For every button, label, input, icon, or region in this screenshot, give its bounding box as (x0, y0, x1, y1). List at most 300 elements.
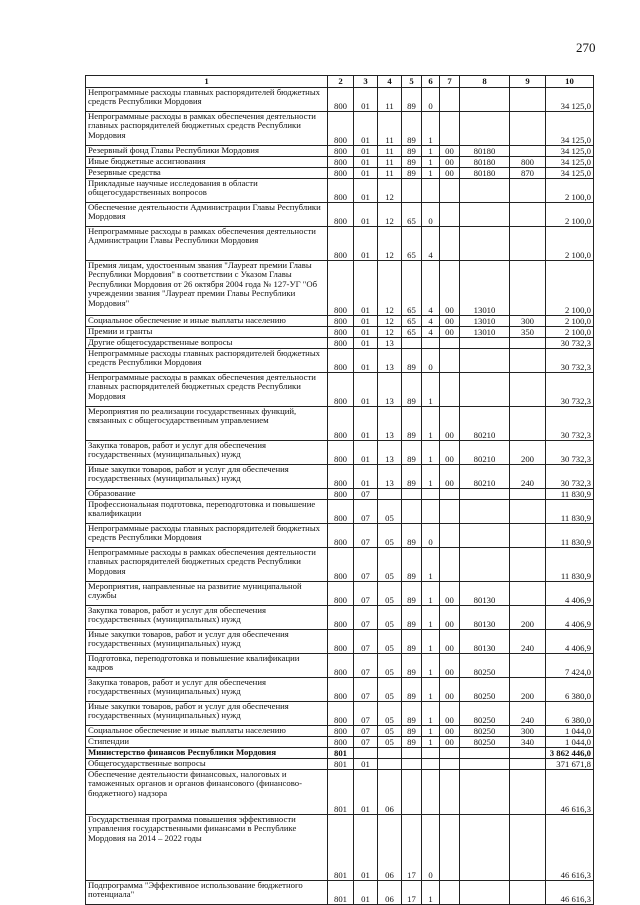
amount-cell: 11 830,9 (546, 524, 594, 548)
code-cell: 800 (328, 630, 354, 654)
code-cell: 01 (354, 261, 378, 316)
row-name-cell: Прикладные научные исследования в области общегосударственных вопросов (86, 179, 328, 203)
code-cell (422, 338, 440, 349)
table-row (86, 548, 594, 582)
code-cell (440, 500, 460, 524)
code-cell (460, 373, 510, 407)
code-cell: 01 (354, 407, 378, 441)
amount-cell: 34 125,0 (546, 146, 594, 157)
row-name-cell: Мероприятия, направленные на развитие муниципальной службы (86, 582, 328, 606)
code-cell: 12 (378, 227, 402, 261)
code-cell: 00 (440, 261, 460, 316)
code-cell (440, 770, 460, 815)
code-cell (440, 524, 460, 548)
code-cell: 1 (422, 726, 440, 737)
code-cell (510, 748, 546, 759)
code-cell: 1 (422, 407, 440, 441)
table-row (86, 179, 594, 203)
code-cell: 1 (422, 146, 440, 157)
code-cell: 350 (510, 327, 546, 338)
code-cell: 800 (328, 654, 354, 678)
amount-cell: 2 100,0 (546, 327, 594, 338)
code-cell: 13010 (460, 327, 510, 338)
code-cell: 800 (328, 407, 354, 441)
code-cell: 800 (328, 465, 354, 489)
code-cell: 00 (440, 465, 460, 489)
table-row (86, 606, 594, 630)
code-cell: 07 (354, 678, 378, 702)
code-cell: 800 (328, 112, 354, 146)
code-cell: 870 (510, 168, 546, 179)
table-row (86, 815, 594, 881)
code-cell: 800 (328, 261, 354, 316)
table-row (86, 678, 594, 702)
code-cell: 801 (328, 881, 354, 905)
code-cell: 1 (422, 630, 440, 654)
code-cell: 01 (354, 327, 378, 338)
row-name-cell: Резервный фонд Главы Республики Мордовия (86, 146, 328, 157)
code-cell: 0 (422, 203, 440, 227)
code-cell: 00 (440, 606, 460, 630)
table-row (86, 112, 594, 146)
code-cell: 13 (378, 373, 402, 407)
code-cell: 65 (402, 327, 422, 338)
code-cell (510, 349, 546, 373)
code-cell: 00 (440, 737, 460, 748)
amount-cell: 46 616,3 (546, 770, 594, 815)
code-cell (354, 748, 378, 759)
code-cell (402, 770, 422, 815)
header-cell: 2 (328, 76, 354, 88)
code-cell (440, 548, 460, 582)
code-cell: 00 (440, 407, 460, 441)
code-cell: 4 (422, 327, 440, 338)
code-cell: 00 (440, 327, 460, 338)
amount-cell: 11 830,9 (546, 500, 594, 524)
code-cell: 13 (378, 465, 402, 489)
code-cell (460, 489, 510, 500)
code-cell: 800 (328, 227, 354, 261)
code-cell: 80180 (460, 168, 510, 179)
code-cell: 89 (402, 407, 422, 441)
row-name-cell: Иные закупки товаров, работ и услуг для обеспечения государственных (муниципальных) нужд (86, 702, 328, 726)
code-cell: 89 (402, 168, 422, 179)
code-cell: 80210 (460, 441, 510, 465)
code-cell (460, 524, 510, 548)
amount-cell: 34 125,0 (546, 157, 594, 168)
code-cell: 801 (328, 748, 354, 759)
code-cell: 01 (354, 881, 378, 905)
code-cell: 07 (354, 726, 378, 737)
code-cell: 01 (354, 465, 378, 489)
code-cell (510, 500, 546, 524)
code-cell (402, 338, 422, 349)
code-cell: 800 (328, 441, 354, 465)
code-cell: 05 (378, 500, 402, 524)
code-cell: 240 (510, 630, 546, 654)
code-cell (460, 179, 510, 203)
code-cell: 340 (510, 737, 546, 748)
code-cell: 801 (328, 770, 354, 815)
code-cell: 05 (378, 737, 402, 748)
code-cell: 05 (378, 654, 402, 678)
code-cell: 800 (328, 726, 354, 737)
table-row (86, 630, 594, 654)
code-cell: 11 (378, 168, 402, 179)
code-cell: 0 (422, 88, 440, 112)
code-cell: 07 (354, 630, 378, 654)
amount-cell: 30 732,3 (546, 465, 594, 489)
code-cell (440, 112, 460, 146)
code-cell: 800 (328, 737, 354, 748)
code-cell: 1 (422, 373, 440, 407)
table-row (86, 489, 594, 500)
code-cell (510, 88, 546, 112)
code-cell: 1 (422, 112, 440, 146)
row-name-cell: Общегосударственные вопросы (86, 759, 328, 770)
code-cell (510, 203, 546, 227)
code-cell: 89 (402, 112, 422, 146)
amount-cell: 30 732,3 (546, 441, 594, 465)
code-cell: 13 (378, 407, 402, 441)
code-cell (460, 338, 510, 349)
code-cell (510, 881, 546, 905)
code-cell (440, 373, 460, 407)
code-cell: 89 (402, 349, 422, 373)
amount-cell: 2 100,0 (546, 227, 594, 261)
row-name-cell: Непрограммные расходы в рамках обеспечения деятельности главных распорядителей бюджетных средств Республики Мордовия (86, 112, 328, 146)
code-cell: 800 (328, 582, 354, 606)
code-cell: 17 (402, 881, 422, 905)
table-row (86, 338, 594, 349)
code-cell: 89 (402, 702, 422, 726)
amount-cell: 7 424,0 (546, 654, 594, 678)
code-cell (510, 654, 546, 678)
code-cell (422, 759, 440, 770)
code-cell: 1 (422, 582, 440, 606)
amount-cell: 4 406,9 (546, 630, 594, 654)
table-row (86, 524, 594, 548)
code-cell: 300 (510, 726, 546, 737)
code-cell: 05 (378, 548, 402, 582)
code-cell (510, 815, 546, 881)
code-cell: 80250 (460, 654, 510, 678)
code-cell (402, 748, 422, 759)
row-name-cell: Социальное обеспечение и иные выплаты населению (86, 726, 328, 737)
row-name-cell: Непрограммные расходы главных распорядителей бюджетных средств Республики Мордовия (86, 524, 328, 548)
amount-cell: 30 732,3 (546, 373, 594, 407)
code-cell (422, 770, 440, 815)
code-cell (460, 203, 510, 227)
table-row (86, 327, 594, 338)
row-name-cell: Непрограммные расходы главных распорядителей бюджетных средств Республики Мордовия (86, 88, 328, 112)
row-name-cell: Непрограммные расходы в рамках обеспечения деятельности Администрации Главы Республики Мордовия (86, 227, 328, 261)
code-cell: 1 (422, 737, 440, 748)
code-cell: 1 (422, 654, 440, 678)
row-name-cell: Иные бюджетные ассигнования (86, 157, 328, 168)
header-cell: 5 (402, 76, 422, 88)
page-number: 270 (576, 40, 596, 55)
code-cell: 05 (378, 630, 402, 654)
table-row (86, 465, 594, 489)
code-cell (510, 582, 546, 606)
code-cell (440, 203, 460, 227)
code-cell: 05 (378, 524, 402, 548)
code-cell: 07 (354, 548, 378, 582)
table-row (86, 157, 594, 168)
code-cell (440, 815, 460, 881)
code-cell: 89 (402, 373, 422, 407)
code-cell: 89 (402, 606, 422, 630)
code-cell: 07 (354, 737, 378, 748)
code-cell: 80130 (460, 606, 510, 630)
amount-cell: 3 862 446,0 (546, 748, 594, 759)
code-cell: 01 (354, 203, 378, 227)
code-cell: 01 (354, 112, 378, 146)
code-cell: 06 (378, 881, 402, 905)
code-cell (440, 748, 460, 759)
code-cell: 01 (354, 815, 378, 881)
code-cell (460, 227, 510, 261)
code-cell: 12 (378, 179, 402, 203)
code-cell: 00 (440, 316, 460, 327)
code-cell: 12 (378, 261, 402, 316)
code-cell: 65 (402, 203, 422, 227)
code-cell (510, 759, 546, 770)
row-name-cell: Закупка товаров, работ и услуг для обеспечения государственных (муниципальных) нужд (86, 441, 328, 465)
code-cell: 800 (328, 349, 354, 373)
header-cell: 8 (460, 76, 510, 88)
code-cell: 13 (378, 338, 402, 349)
code-cell (440, 881, 460, 905)
code-cell (422, 179, 440, 203)
code-cell: 00 (440, 678, 460, 702)
code-cell: 01 (354, 157, 378, 168)
code-cell (440, 227, 460, 261)
header-cell: 9 (510, 76, 546, 88)
code-cell: 80210 (460, 407, 510, 441)
code-cell: 80130 (460, 582, 510, 606)
code-cell: 89 (402, 582, 422, 606)
code-cell: 800 (328, 702, 354, 726)
table-row (86, 881, 594, 905)
table-row (86, 759, 594, 770)
code-cell (440, 338, 460, 349)
code-cell: 00 (440, 726, 460, 737)
code-cell: 1 (422, 157, 440, 168)
code-cell: 800 (328, 338, 354, 349)
code-cell: 800 (328, 146, 354, 157)
code-cell: 89 (402, 88, 422, 112)
code-cell: 800 (328, 203, 354, 227)
row-name-cell: Иные закупки товаров, работ и услуг для обеспечения государственных (муниципальных) нужд (86, 465, 328, 489)
code-cell: 89 (402, 654, 422, 678)
code-cell: 12 (378, 316, 402, 327)
code-cell: 07 (354, 702, 378, 726)
header-cell: 1 (86, 76, 328, 88)
header-cell: 4 (378, 76, 402, 88)
code-cell (440, 349, 460, 373)
code-cell: 07 (354, 489, 378, 500)
code-cell (460, 815, 510, 881)
table-row (86, 227, 594, 261)
code-cell: 0 (422, 524, 440, 548)
code-cell: 07 (354, 500, 378, 524)
code-cell: 12 (378, 203, 402, 227)
code-cell: 05 (378, 678, 402, 702)
amount-cell: 1 044,0 (546, 726, 594, 737)
code-cell: 13010 (460, 316, 510, 327)
code-cell (402, 500, 422, 524)
header-cell: 3 (354, 76, 378, 88)
code-cell: 00 (440, 168, 460, 179)
amount-cell: 2 100,0 (546, 316, 594, 327)
code-cell: 800 (328, 373, 354, 407)
code-cell: 300 (510, 316, 546, 327)
amount-cell: 46 616,3 (546, 881, 594, 905)
code-cell: 11 (378, 146, 402, 157)
code-cell: 89 (402, 524, 422, 548)
code-cell: 800 (328, 327, 354, 338)
row-name-cell: Профессиональная подготовка, переподготовка и повышение квалификации (86, 500, 328, 524)
code-cell (460, 349, 510, 373)
code-cell: 89 (402, 678, 422, 702)
code-cell: 13010 (460, 261, 510, 316)
code-cell: 00 (440, 157, 460, 168)
amount-cell: 30 732,3 (546, 338, 594, 349)
code-cell: 01 (354, 227, 378, 261)
code-cell: 89 (402, 548, 422, 582)
table-row (86, 770, 594, 815)
code-cell (510, 261, 546, 316)
row-name-cell: Социальное обеспечение и иные выплаты населению (86, 316, 328, 327)
code-cell: 89 (402, 157, 422, 168)
code-cell (422, 489, 440, 500)
row-name-cell: Обеспечение деятельности финансовых, налоговых и таможенных органов и органов финансового (финансово-бюджетного) надзора (86, 770, 328, 815)
code-cell: 00 (440, 441, 460, 465)
code-cell: 06 (378, 815, 402, 881)
amount-cell: 30 732,3 (546, 407, 594, 441)
code-cell (510, 524, 546, 548)
code-cell: 80250 (460, 702, 510, 726)
code-cell: 800 (328, 606, 354, 630)
code-cell (510, 407, 546, 441)
row-name-cell: Мероприятия по реализации государственных функций, связанных с общегосударственным управлением (86, 407, 328, 441)
code-cell: 01 (354, 88, 378, 112)
amount-cell: 34 125,0 (546, 88, 594, 112)
code-cell: 80250 (460, 737, 510, 748)
budget-table (85, 75, 594, 905)
code-cell: 01 (354, 349, 378, 373)
code-cell: 89 (402, 146, 422, 157)
code-cell: 801 (328, 759, 354, 770)
code-cell: 11 (378, 157, 402, 168)
code-cell: 200 (510, 678, 546, 702)
code-cell: 800 (328, 168, 354, 179)
row-name-cell: Другие общегосударственные вопросы (86, 338, 328, 349)
amount-cell: 11 830,9 (546, 548, 594, 582)
code-cell: 1 (422, 606, 440, 630)
table-row (86, 261, 594, 316)
code-cell: 00 (440, 630, 460, 654)
code-cell: 800 (328, 316, 354, 327)
table-row (86, 500, 594, 524)
code-cell: 80210 (460, 465, 510, 489)
code-cell: 01 (354, 373, 378, 407)
code-cell (460, 500, 510, 524)
code-cell (460, 88, 510, 112)
amount-cell: 11 830,9 (546, 489, 594, 500)
row-name-cell: Стипендии (86, 737, 328, 748)
code-cell: 4 (422, 316, 440, 327)
table-row (86, 373, 594, 407)
table-row (86, 316, 594, 327)
code-cell: 200 (510, 606, 546, 630)
code-cell: 01 (354, 179, 378, 203)
header-cell: 7 (440, 76, 460, 88)
code-cell: 800 (328, 524, 354, 548)
row-name-cell: Непрограммные расходы в рамках обеспечения деятельности главных распорядителей бюджетных средств Республики Мордовия (86, 548, 328, 582)
code-cell (378, 489, 402, 500)
code-cell: 89 (402, 726, 422, 737)
row-name-cell: Государственная программа повышения эффективности управления государственными финансами в Республике Мордовия на 2014 – 2022 годы (86, 815, 328, 881)
code-cell: 89 (402, 465, 422, 489)
code-cell: 00 (440, 654, 460, 678)
row-name-cell: Премии и гранты (86, 327, 328, 338)
code-cell: 1 (422, 881, 440, 905)
code-cell: 01 (354, 168, 378, 179)
code-cell: 80180 (460, 157, 510, 168)
row-name-cell: Подготовка, переподготовка и повышение квалификации кадров (86, 654, 328, 678)
code-cell: 07 (354, 654, 378, 678)
code-cell: 65 (402, 316, 422, 327)
table-row (86, 203, 594, 227)
code-cell: 00 (440, 582, 460, 606)
code-cell: 89 (402, 630, 422, 654)
code-cell: 4 (422, 227, 440, 261)
amount-cell: 371 671,8 (546, 759, 594, 770)
code-cell: 05 (378, 726, 402, 737)
code-cell: 1 (422, 465, 440, 489)
code-cell: 800 (328, 500, 354, 524)
row-name-cell: Иные закупки товаров, работ и услуг для обеспечения государственных (муниципальных) нужд (86, 630, 328, 654)
code-cell: 01 (354, 759, 378, 770)
code-cell: 800 (328, 489, 354, 500)
code-cell: 0 (422, 815, 440, 881)
code-cell (402, 489, 422, 500)
code-cell (460, 548, 510, 582)
amount-cell: 2 100,0 (546, 261, 594, 316)
table-row (86, 168, 594, 179)
table-row (86, 748, 594, 759)
amount-cell: 34 125,0 (546, 168, 594, 179)
code-cell (510, 770, 546, 815)
header-cell: 10 (546, 76, 594, 88)
amount-cell: 2 100,0 (546, 179, 594, 203)
row-name-cell: Закупка товаров, работ и услуг для обеспечения государственных (муниципальных) нужд (86, 606, 328, 630)
code-cell: 800 (328, 548, 354, 582)
amount-cell: 1 044,0 (546, 737, 594, 748)
amount-cell: 2 100,0 (546, 203, 594, 227)
code-cell: 07 (354, 524, 378, 548)
table-row (86, 146, 594, 157)
code-cell (460, 881, 510, 905)
row-name-cell: Образование (86, 489, 328, 500)
row-name-cell: Подпрограмма "Эффективное использование бюджетного потенциала" (86, 881, 328, 905)
code-cell (510, 548, 546, 582)
code-cell (440, 489, 460, 500)
table-row (86, 737, 594, 748)
